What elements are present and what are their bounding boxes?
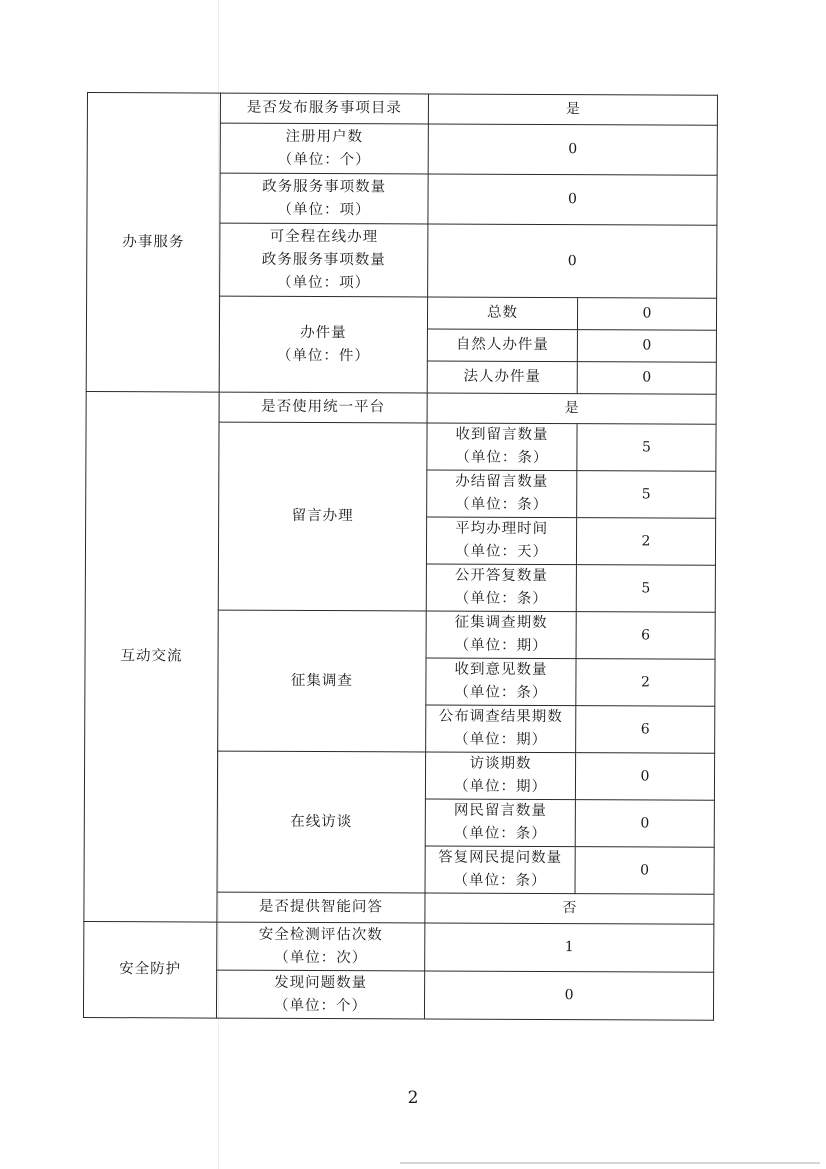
- item-value: 否: [425, 893, 714, 924]
- sub-item-label: 访谈期数 （单位：期）: [425, 752, 575, 800]
- category-cell: 安全防护: [83, 921, 216, 1018]
- item-value: 0: [428, 224, 717, 298]
- item-label: 政务服务事项数量 （单位：项）: [220, 173, 428, 224]
- item-label: 是否发布服务事项目录: [220, 93, 428, 124]
- statistics-table: [83, 92, 718, 1021]
- item-label: 留言办理: [218, 422, 427, 611]
- sub-item-label: 收到留言数量 （单位：条）: [427, 423, 577, 471]
- category-cell: 办事服务: [86, 93, 220, 393]
- sub-item-label: 法人办件量: [427, 361, 577, 394]
- sub-item-value: 2: [576, 659, 715, 707]
- sub-item-label: 收到意见数量 （单位：条）: [426, 658, 576, 706]
- item-label: 办件量 （单位：件）: [219, 296, 427, 393]
- sub-item-value: 5: [576, 565, 715, 613]
- sub-item-value: 5: [577, 471, 716, 519]
- item-label: 是否提供智能问答: [217, 892, 425, 923]
- item-value: 0: [428, 124, 717, 175]
- item-value: 0: [424, 971, 713, 1020]
- sub-item-value: 5: [577, 424, 716, 472]
- sub-item-label: 答复网民提问数量 （单位：条）: [425, 846, 575, 894]
- item-label: 征集调查: [218, 610, 427, 752]
- item-label: 可全程在线办理 政务服务事项数量 （单位：项）: [220, 223, 428, 297]
- sub-item-label: 办结留言数量 （单位：条）: [427, 470, 577, 518]
- item-value: 是: [428, 94, 717, 125]
- sub-item-value: 6: [576, 612, 715, 660]
- sub-item-label: 公开答复数量 （单位：条）: [426, 564, 576, 612]
- sub-item-label: 总数: [427, 297, 577, 330]
- table-row: [84, 921, 714, 972]
- item-label: 安全检测评估次数 （单位：次）: [217, 922, 425, 971]
- item-label: 在线访谈: [217, 751, 426, 893]
- sub-item-label: 征集调查期数 （单位：期）: [426, 611, 576, 659]
- sub-item-label: 网民留言数量 （单位：条）: [425, 799, 575, 847]
- sub-item-value: 0: [575, 800, 714, 848]
- item-value: 是: [427, 393, 716, 424]
- sub-item-label: 自然人办件量: [427, 329, 577, 362]
- sub-item-value: 0: [577, 362, 716, 395]
- page-number: 2: [407, 1088, 419, 1108]
- sub-item-value: 0: [575, 753, 714, 801]
- item-value: 0: [428, 174, 717, 225]
- item-label: 注册用户数 （单位：个）: [220, 123, 428, 174]
- sub-item-value: 0: [575, 847, 714, 895]
- item-label: 发现问题数量 （单位：个）: [216, 970, 424, 1019]
- item-value: 1: [425, 923, 714, 972]
- category-cell: 互动交流: [84, 391, 219, 922]
- table-row: [87, 93, 717, 126]
- sub-item-label: 公布调查结果期数 （单位：期）: [426, 705, 576, 753]
- sub-item-label: 平均办理时间 （单位：天）: [426, 517, 576, 565]
- sub-item-value: 2: [576, 518, 715, 566]
- sub-item-value: 6: [576, 706, 715, 754]
- item-label: 是否使用统一平台: [219, 392, 427, 423]
- scan-edge-mark: [400, 1162, 820, 1164]
- sub-item-value: 0: [577, 330, 716, 363]
- table-row: [86, 391, 716, 424]
- sub-item-value: 0: [577, 298, 716, 331]
